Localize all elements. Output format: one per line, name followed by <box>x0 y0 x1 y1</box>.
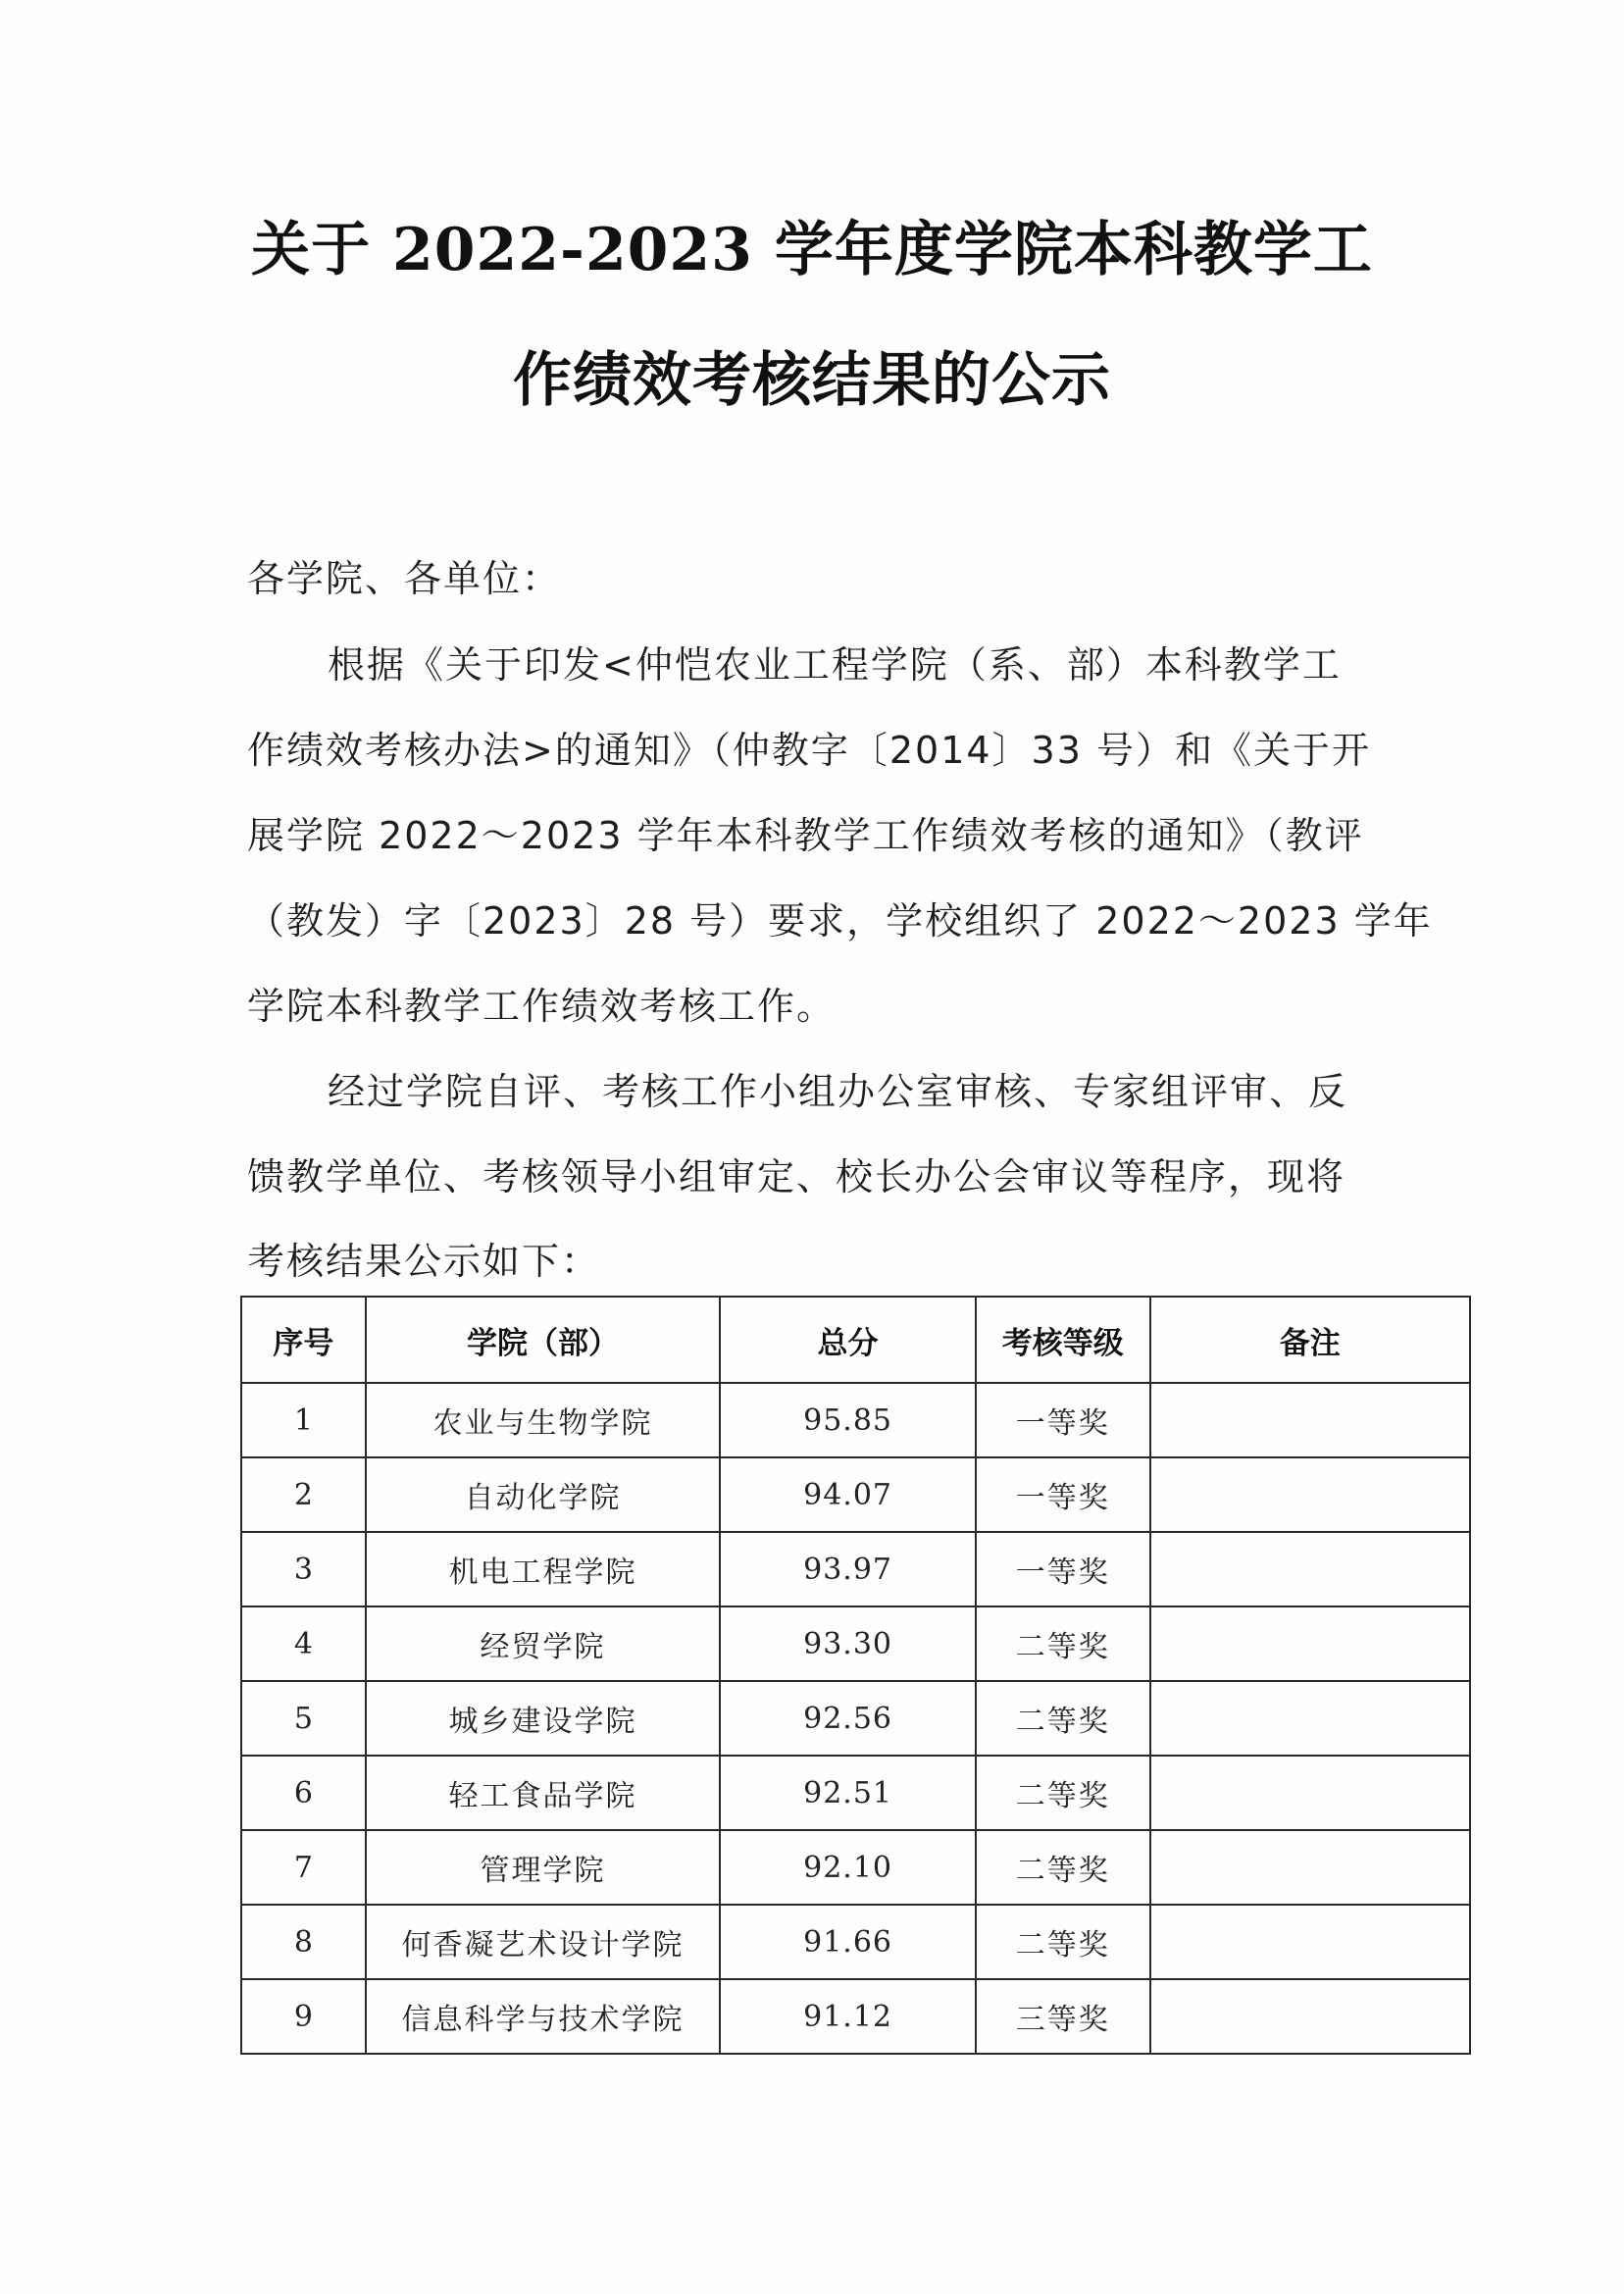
cell-score: 92.56 <box>720 1681 976 1756</box>
cell-no: 1 <box>241 1383 366 1457</box>
cell-score: 93.97 <box>720 1532 976 1606</box>
paragraph-1-line-3: 展学院 2022～2023 学年本科教学工作绩效考核的通知》（教评 <box>247 814 1364 857</box>
cell-remark <box>1150 1756 1470 1830</box>
table-row <box>241 1532 1470 1606</box>
cell-grade: 二等奖 <box>976 1681 1150 1756</box>
table-row <box>241 1756 1470 1830</box>
cell-college: 机电工程学院 <box>366 1532 720 1606</box>
cell-remark <box>1150 1979 1470 2054</box>
cell-college: 管理学院 <box>366 1830 720 1905</box>
cell-score: 91.66 <box>720 1905 976 1979</box>
paragraph-2-line-1: 经过学院自评、考核工作小组办公室审核、专家组评审、反 <box>328 1070 1348 1113</box>
cell-remark <box>1150 1606 1470 1681</box>
paragraph-1-line-1: 根据《关于印发<仲恺农业工程学院（系、部）本科教学工 <box>328 643 1342 687</box>
cell-remark <box>1150 1532 1470 1606</box>
cell-score: 95.85 <box>720 1383 976 1457</box>
paragraph-2-line-3: 考核结果公示如下： <box>247 1240 601 1283</box>
cell-score: 91.12 <box>720 1979 976 2054</box>
results-table <box>240 1296 1471 2055</box>
header-no: 序号 <box>241 1297 366 1383</box>
cell-no: 5 <box>241 1681 366 1756</box>
cell-remark <box>1150 1681 1470 1756</box>
cell-college: 信息科学与技术学院 <box>366 1979 720 2054</box>
cell-remark <box>1150 1905 1470 1979</box>
table-row <box>241 1681 1470 1756</box>
table-row <box>241 1830 1470 1905</box>
paragraph-1-line-4: （教发）字〔2023〕28 号）要求，学校组织了 2022～2023 学年 <box>247 899 1433 943</box>
cell-grade: 一等奖 <box>976 1532 1150 1606</box>
cell-grade: 三等奖 <box>976 1979 1150 2054</box>
cell-score: 94.07 <box>720 1457 976 1532</box>
document-title-line-2: 作绩效考核结果的公示 <box>513 346 1111 415</box>
document-title-line-1: 关于 2022-2023 学年度学院本科教学工 <box>251 216 1373 284</box>
cell-no: 8 <box>241 1905 366 1979</box>
header-grade: 考核等级 <box>976 1297 1150 1383</box>
header-score: 总分 <box>720 1297 976 1383</box>
paragraph-1-line-2: 作绩效考核办法>的通知》（仲教字〔2014〕33 号）和《关于开 <box>247 729 1371 772</box>
cell-college: 城乡建设学院 <box>366 1681 720 1756</box>
paragraph-2-line-2: 馈教学单位、考核领导小组审定、校长办公会审议等程序，现将 <box>247 1155 1346 1198</box>
cell-remark <box>1150 1457 1470 1532</box>
cell-no: 4 <box>241 1606 366 1681</box>
cell-remark <box>1150 1830 1470 1905</box>
cell-score: 92.10 <box>720 1830 976 1905</box>
table-row <box>241 1979 1470 2054</box>
cell-college: 轻工食品学院 <box>366 1756 720 1830</box>
cell-score: 92.51 <box>720 1756 976 1830</box>
cell-grade: 二等奖 <box>976 1905 1150 1979</box>
table-header-row <box>241 1297 1470 1383</box>
cell-grade: 二等奖 <box>976 1606 1150 1681</box>
cell-no: 9 <box>241 1979 366 2054</box>
cell-grade: 一等奖 <box>976 1457 1150 1532</box>
table-row <box>241 1457 1470 1532</box>
salutation: 各学院、各单位： <box>247 557 562 600</box>
cell-grade: 二等奖 <box>976 1756 1150 1830</box>
header-remark: 备注 <box>1150 1297 1470 1383</box>
cell-grade: 二等奖 <box>976 1830 1150 1905</box>
header-college: 学院（部） <box>366 1297 720 1383</box>
cell-no: 7 <box>241 1830 366 1905</box>
cell-college: 何香凝艺术设计学院 <box>366 1905 720 1979</box>
table-row <box>241 1383 1470 1457</box>
table-row <box>241 1606 1470 1681</box>
cell-college: 农业与生物学院 <box>366 1383 720 1457</box>
cell-college: 经贸学院 <box>366 1606 720 1681</box>
cell-score: 93.30 <box>720 1606 976 1681</box>
cell-no: 2 <box>241 1457 366 1532</box>
cell-no: 3 <box>241 1532 366 1606</box>
paragraph-1-line-5: 学院本科教学工作绩效考核工作。 <box>247 985 837 1028</box>
cell-no: 6 <box>241 1756 366 1830</box>
cell-grade: 一等奖 <box>976 1383 1150 1457</box>
table-row <box>241 1905 1470 1979</box>
cell-college: 自动化学院 <box>366 1457 720 1532</box>
cell-remark <box>1150 1383 1470 1457</box>
